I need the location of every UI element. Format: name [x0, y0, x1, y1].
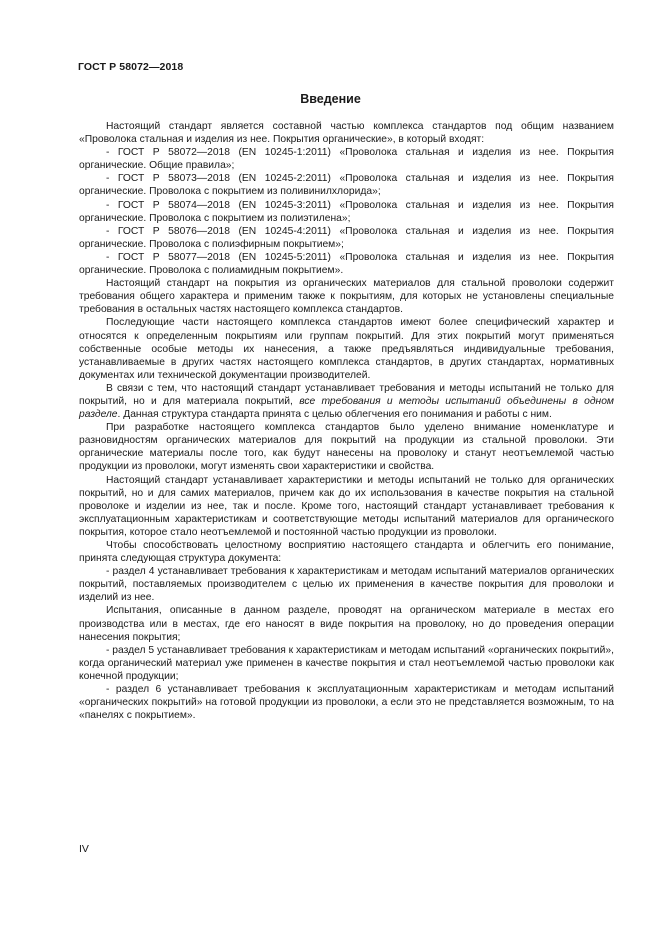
paragraph-materials: При разработке настоящего комплекса стандартов было уделено внимание номенклатуре и разновидностям органических материалов для покрытий на продукции из стальной проволоки. Эти органические материалы после того, как будут нанесены на проволоку и станут неотъемлемой частью продукции из проволоки, могут изменять свои характеристики и свойства. — [79, 422, 614, 473]
list-item-section-4: - раздел 4 устанавливает требования к характеристикам и методам испытаний материалов органических покрытий, поставляемых производителем с целью их применения в качестве покрытия для проволоки и изделий из нее. — [79, 566, 614, 604]
list-item-standard-5: - ГОСТ Р 58077—2018 (EN 10245-5:2011) «Проволока стальная и изделия из нее. Покрытия органические. Проволока с полиамидным покрытием». — [79, 251, 614, 277]
list-item-standard-2: - ГОСТ Р 58073—2018 (EN 10245-2:2011) «Проволока стальная и изделия из нее. Покрытия органические. Проволока с покрытием из поливинилхлорида»; — [79, 173, 614, 198]
paragraph-scope: Настоящий стандарт на покрытия из органических материалов для стальной проволоки содержит требования общего характера и применим также к покрытиям, для которых не установлены специальные требования в остальных частях настоящего комплекса стандартов. — [79, 278, 614, 316]
paragraph-structure — [79, 382, 614, 421]
paragraph-structure-text: В связи с тем, что настоящий стандарт устанавливает требования и методы испытаний не только для покрытий, но и для материала покрытий, — [79, 382, 614, 407]
section-title: Введение — [300, 92, 361, 106]
paragraph-structure-tail: . Данная структура стандарта принята с целью облегчения его понимания и работы с ним. — [117, 409, 552, 421]
paragraph-structure-italic: все требования и методы испытаний объединены в одном разделе — [79, 395, 614, 421]
paragraph-document-structure: Чтобы способствовать целостному восприятию настоящего стандарта и облегчить его понимание, принята следующая структура документа: — [79, 540, 614, 565]
paragraph-parts: Последующие части настоящего комплекса стандартов имеют более специфический характер и относятся к определенным покрытиям или группам покрытий. Для этих покрытий могут применяться собственные особые методы их нанесения, а также предъявляться индивидуальные требования, устанавливаемые в других частях настоящего комплекса стандартов, в других стандартах, нормативных документах или технической документации производителей. — [79, 317, 614, 381]
paragraph-intro: Настоящий стандарт является составной частью комплекса стандартов под общим названием «Проволока стальная и изделия из нее. Покрытия органические», в который входят: — [79, 121, 614, 146]
document-code-header: ГОСТ Р 58072—2018 — [78, 61, 184, 73]
list-item-standard-1: - ГОСТ Р 58072—2018 (EN 10245-1:2011) «Проволока стальная и изделия из нее. Покрытия органические. Общие правила»; — [79, 147, 614, 172]
list-item-standard-3: - ГОСТ Р 58074—2018 (EN 10245-3:2011) «Проволока стальная и изделия из нее. Покрытия органические. Проволока с покрытием из полиэтилена»; — [79, 199, 614, 224]
list-item-standard-4: - ГОСТ Р 58076—2018 (EN 10245-4:2011) «Проволока стальная и изделия из нее. Покрытия органические. Проволока с полиэфирным покрытием»; — [79, 225, 614, 250]
list-item-section-6: - раздел 6 устанавливает требования к эксплуатационным характеристикам и методам испытаний «органических покрытий» на готовой продукции из проволоки, а если это не представляется возможным, то на «панелях с покрытием». — [79, 684, 614, 722]
page-number: IV — [79, 843, 89, 855]
paragraph-tests: Испытания, описанные в данном разделе, проводят на органическом материале в местах его производства или в местах, где его наносят в виде покрытия на проволоку, но до проведения операции нанесения покрытия; — [79, 605, 614, 643]
body-text — [79, 120, 614, 722]
list-item-section-5: - раздел 5 устанавливает требования к характеристикам и методам испытаний «органических покрытий», когда органический материал уже применен в качестве покрытия и стал неотъемлемой частью проволоки как конечной продукции; — [79, 644, 614, 682]
paragraph-characteristics: Настоящий стандарт устанавливает характеристики и методы испытаний не только для органических покрытий, но и для самих материалов, причем как до их использования в качестве покрытия на стальной проволоке и изделии из нее, так и после. Кроме того, настоящий стандарт устанавливает требования к эксплуатационным характеристикам и соответствующие методы испытаний материалов для органического покрытия, которое стало неотъемлемой и постоянной частью продукции из проволоки. — [79, 474, 614, 538]
